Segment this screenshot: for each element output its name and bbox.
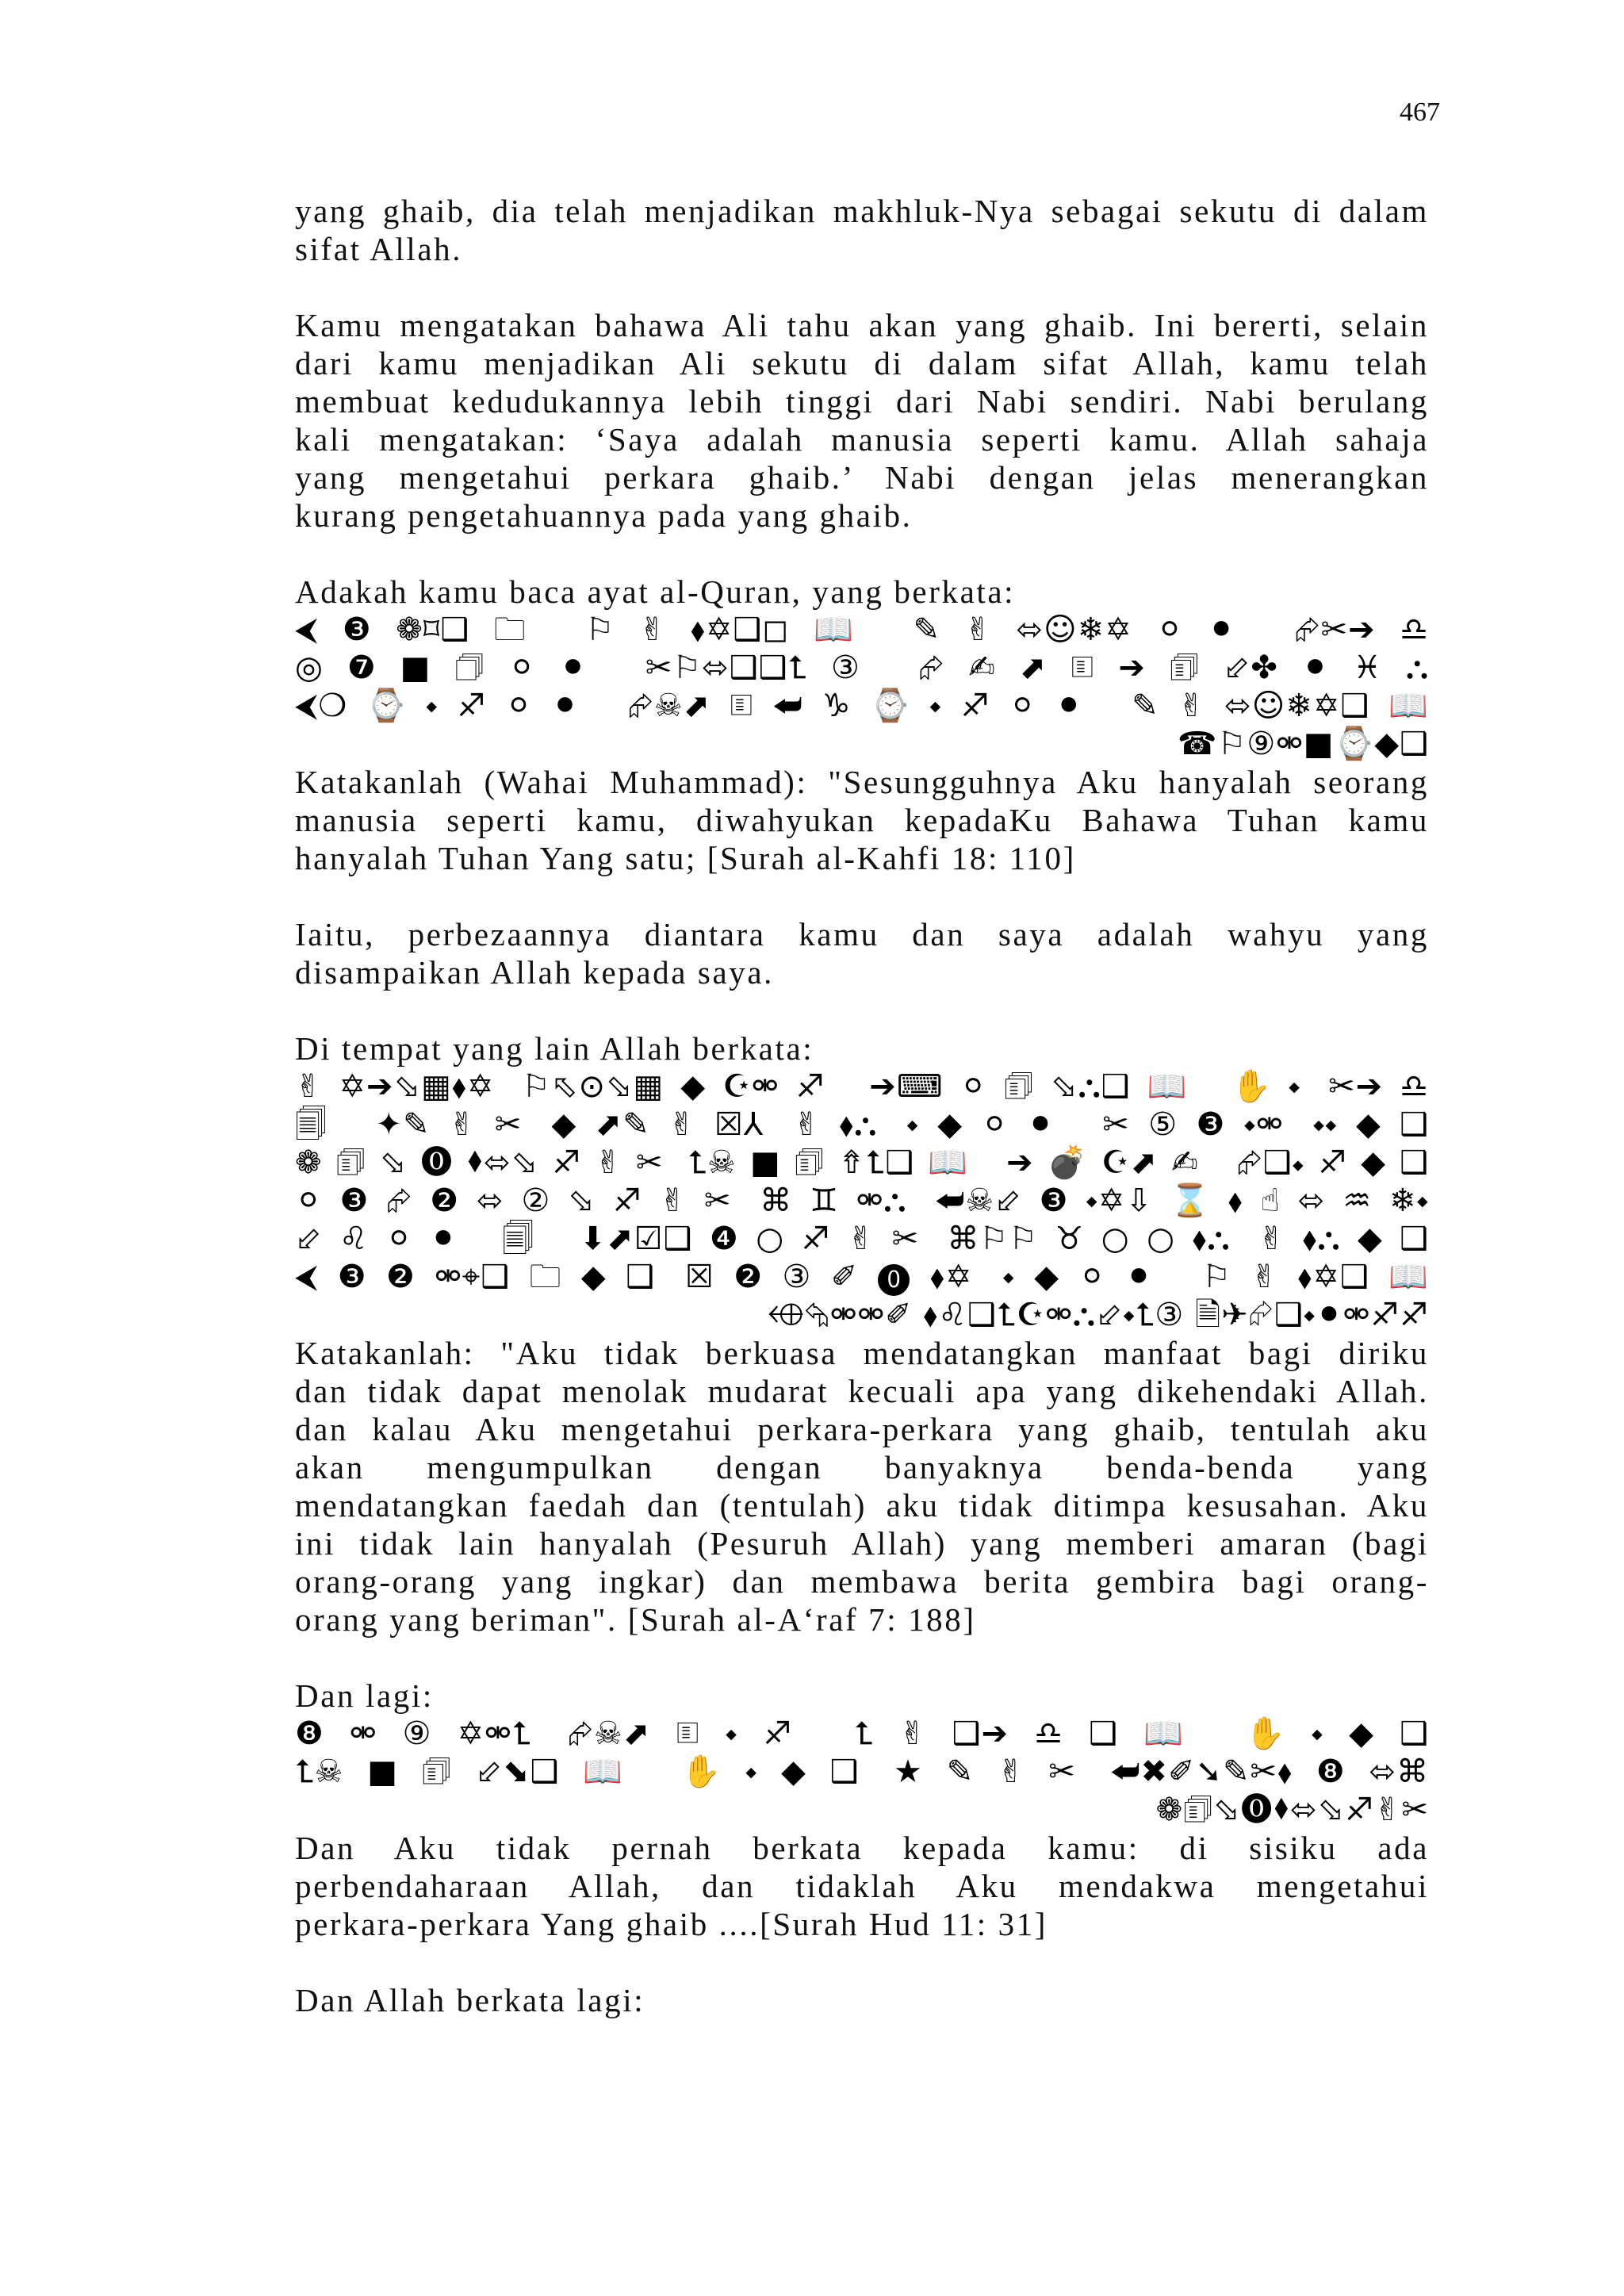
translation-line: akan mengumpulkan dengan banyaknya benda-benda yang — [295, 1449, 1429, 1485]
verse-glyph-line: ❁🗊⬂⓿⬧⬄⬂♐✌✂ ⮤☠■🗊⇮⮤❑📖 ➔💣☪⬈✍ ⮳❑⬩♐◆❑ — [295, 1144, 1429, 1181]
verse-glyph-line: ⚪❸⮳❷⬄②⬂♐✌✂ ⌘♊⚮⛬ ⮨☠⬃❸⬩✡⇩⌛⬧☝⬄♒❄⬩ — [295, 1182, 1429, 1219]
quran-verse-glyphs — [295, 1715, 1429, 1829]
intro-line: Adakah kamu baca ayat al-Quran, yang berkata: — [295, 573, 1016, 610]
translation-line: Katakanlah: "Aku tidak berkuasa mendatangkan manfaat bagi diriku — [295, 1335, 1429, 1371]
page-body — [295, 192, 1429, 2019]
text-line: kali mengatakan: ‘Saya adalah manusia seperti kamu. Allah sahaja — [295, 421, 1429, 458]
translation-line: Katakanlah (Wahai Muhammad): "Sesungguhnya Aku hanyalah seorang — [295, 764, 1429, 800]
text-line: yang ghaib, dia telah menjadikan makhluk-Nya sebagai sekutu di dalam — [295, 193, 1429, 229]
verse-glyph-line: 🗐 ✦✎✌✂ ◆⬈✎✌☒⅄ ✌⬧⛬ ⬩◆⚪⚫ ✂⑤❸⬩⚮ ⬩⬩◆❑ — [295, 1106, 1429, 1143]
translation-line: manusia seperti kamu, diwahyukan kepadaKu Bahawa Tuhan kamu — [295, 802, 1429, 838]
paragraph-4 — [295, 915, 1429, 991]
intro-line: Dan lagi: — [295, 1677, 434, 1714]
translation-line: perbendaharaan Allah, dan tidaklah Aku mendakwa mengetahui — [295, 1868, 1429, 1904]
translation-line: hanyalah Tuhan Yang satu; [Surah al-Kahfi 18: 110] — [295, 840, 1076, 876]
translation-line: Dan Aku tidak pernah berkata kepada kamu: di sisiku ada — [295, 1830, 1429, 1866]
paragraph-6 — [295, 1677, 1429, 1943]
verse-glyph-line: ❁🗊⬂⓿⬧⬄⬂♐✌✂ — [1155, 1792, 1429, 1828]
translation-line: mendatangkan faedah dan (tentulah) aku tidak ditimpa kesusahan. Aku — [295, 1487, 1429, 1524]
paragraph-5 — [295, 1029, 1429, 1639]
text-line: Dan Allah berkata lagi: — [295, 1982, 645, 2018]
text-line: membuat kedudukannya lebih tinggi dari Nabi sendiri. Nabi berulang — [295, 383, 1429, 420]
text-line: Kamu mengatakan bahawa Ali tahu akan yang ghaib. Ini bererti, selain — [295, 307, 1429, 343]
verse-glyph-line: ⬲⮲⚮⚮✐ ⬧♌❑⮤☪⚮⛬⬃⬩⮤③ 🗎✈⮳❑⬩⚫⚮♐♐ — [768, 1297, 1429, 1333]
text-line: disampaikan Allah kepada saya. — [295, 954, 774, 991]
text-line: yang mengetahui perkara ghaib.’ Nabi dengan jelas menerangkan — [295, 459, 1429, 496]
verse-glyph-line: ⮜❸❁⌑❑🗀 ⚐✌⬧✡❑◻📖 ✎✌⬄☺❄✡⚪⚫ ⮳✂➔♎ — [295, 611, 1429, 648]
quran-verse-glyphs — [295, 1068, 1429, 1334]
paragraph-3 — [295, 573, 1429, 877]
verse-glyph-line: ⬃♌⚪⚫ 🗐 ⬇⬈☑❑❹○♐✌✂ ⌘⚐⚐♉○○⬧⛬ ✌⬧⛬◆❑ — [295, 1221, 1429, 1257]
text-line: sifat Allah. — [295, 231, 463, 267]
paragraph-1 — [295, 192, 1429, 268]
translation-line: perkara-perkara Yang ghaib ....[Surah Hud 11: 31] — [295, 1906, 1048, 1942]
quran-verse-glyphs — [295, 611, 1429, 763]
text-line: dari kamu menjadikan Ali sekutu di dalam sifat Allah, kamu telah — [295, 345, 1429, 381]
verse-glyph-line: ⮜❸❷⚮⌖❑🗀◆❑ ☒❷③✐⓿⬧✡ ⬩◆⚪⚫ ⚐✌⬧✡❑📖 — [295, 1259, 1429, 1295]
paragraph-7 — [295, 1981, 1429, 2019]
translation-line: dan kalau Aku mengetahui perkara-perkara yang ghaib, tentulah aku — [295, 1411, 1429, 1447]
translation-line: ini tidak lain hanyalah (Pesuruh Allah) yang memberi amaran (bagi — [295, 1525, 1429, 1562]
translation-line: dan tidak dapat menolak mudarat kecuali apa yang dikehendaki Allah. — [295, 1373, 1429, 1409]
verse-glyph-line: ❽⚮⑨✡⚮⮤ ⮳☠⬈🗉⬩♐ ⮤✌❑➔♎❑📖 ✋⬩◆❑ — [295, 1715, 1429, 1752]
translation-line: orang yang beriman". [Surah al-A‘raf 7: 188] — [295, 1601, 976, 1638]
verse-glyph-line: ✌✡➔⬂▦⬧✡ ⚐⬁⊙⬂▦◆☪⚮♐ ➔⌨⚪🗊⬂⛬❑📖 ✋⬩ ✂➔♎ — [295, 1068, 1429, 1105]
page-number: 467 — [1400, 98, 1440, 127]
text-line: kurang pengetahuannya pada yang ghaib. — [295, 497, 913, 534]
verse-glyph-line: ☎⚐⑨⚮■⌚◆❑ — [1177, 726, 1429, 762]
paragraph-2 — [295, 306, 1429, 535]
translation-line: orang-orang yang ingkar) dan membawa berita gembira bagi orang- — [295, 1563, 1429, 1600]
text-line: Iaitu, perbezaannya diantara kamu dan saya adalah wahyu yang — [295, 916, 1429, 953]
verse-glyph-line: ◎❼■🗇⚪⚫ ✂⚐⬄❑❑⮤③ ⮳✍⬈🗉➔🗊⬃✤⚫♓⛬ — [295, 650, 1429, 686]
verse-glyph-line: ⮜❍⌚⬩♐⚪⚫ ⮳☠⬈🗉⮨♑⌚⬩♐⚪⚫ ✎✌⬄☺❄✡❑📖 — [295, 688, 1429, 724]
verse-glyph-line: ⮤☠■🗊⬃⬊❑📖 ✋⬩◆❑ ★✎✌✂ ⮨✖✐➘✎✂⬧❽⬄⌘ — [295, 1754, 1429, 1790]
intro-line: Di tempat yang lain Allah berkata: — [295, 1030, 814, 1067]
